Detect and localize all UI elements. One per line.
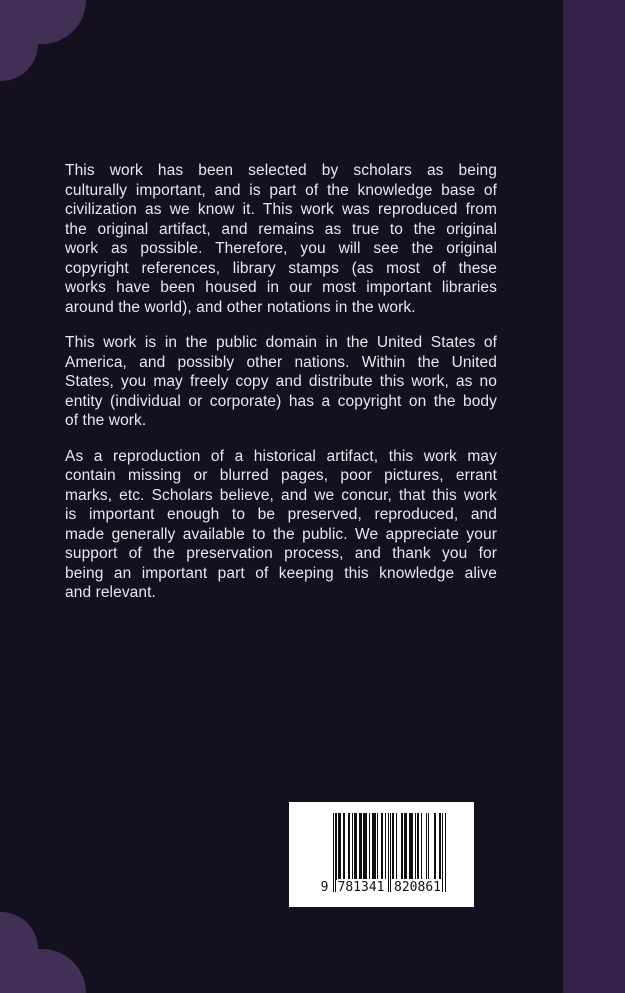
corner-ornament-top-left-large xyxy=(0,0,86,44)
text-line: made generally available to the public. We appreciate your xyxy=(65,525,497,543)
text-line: is important enough to be preserved, reproduced, and xyxy=(65,506,497,523)
corner-ornament-bottom-left-small xyxy=(0,912,38,949)
text-line: contain missing or blurred pages, poor pictures, errant xyxy=(65,467,497,484)
isbn-barcode xyxy=(289,802,474,907)
isbn-digit-group-2: 820861 xyxy=(394,880,441,895)
text-line: This work has been selected by scholars as being xyxy=(65,162,497,179)
text-line: entity (individual or corporate) has a copyright on the body xyxy=(65,392,497,410)
text-line: marks, etc. Scholars believe, and we concur, that this work xyxy=(65,486,497,504)
paragraph-public-domain xyxy=(65,333,497,431)
text-line: being an important part of keeping this knowledge alive xyxy=(65,564,497,582)
right-accent-band xyxy=(563,0,625,993)
text-line: of the work. xyxy=(65,412,147,429)
body-text xyxy=(65,161,497,619)
text-line: work as possible. Therefore, you will see the original xyxy=(65,240,497,257)
text-line: States, you may freely copy and distribute this work, as no xyxy=(65,373,497,390)
text-line: support of the preservation process, and thank you for xyxy=(65,545,497,562)
text-line: around the world), and other notations in the work. xyxy=(65,298,416,316)
isbn-digit-group-1: 781341 xyxy=(337,880,385,895)
text-line: works have been housed in our most important libraries xyxy=(65,279,497,296)
paragraph-provenance xyxy=(65,161,497,317)
corner-ornament-top-left-small xyxy=(0,44,38,81)
text-line: and relevant. xyxy=(65,584,156,601)
text-line: America, and possibly other nations. Within the United xyxy=(65,353,497,371)
isbn-digit-prefix: 9 xyxy=(320,880,329,895)
corner-ornament-bottom-left-large xyxy=(0,949,86,993)
text-line: culturally important, and is part of the knowledge base of xyxy=(65,181,497,199)
text-line: This work is in the public domain in the United States of xyxy=(65,334,497,351)
text-line: copyright references, library stamps (as most of these xyxy=(65,259,497,277)
text-line: As a reproduction of a historical artifact, this work may xyxy=(65,447,497,465)
text-line: the original artifact, and remains as true to the original xyxy=(65,220,497,238)
paragraph-reproduction-note xyxy=(65,447,497,603)
text-line: civilization as we know it. This work was reproduced from xyxy=(65,201,497,218)
